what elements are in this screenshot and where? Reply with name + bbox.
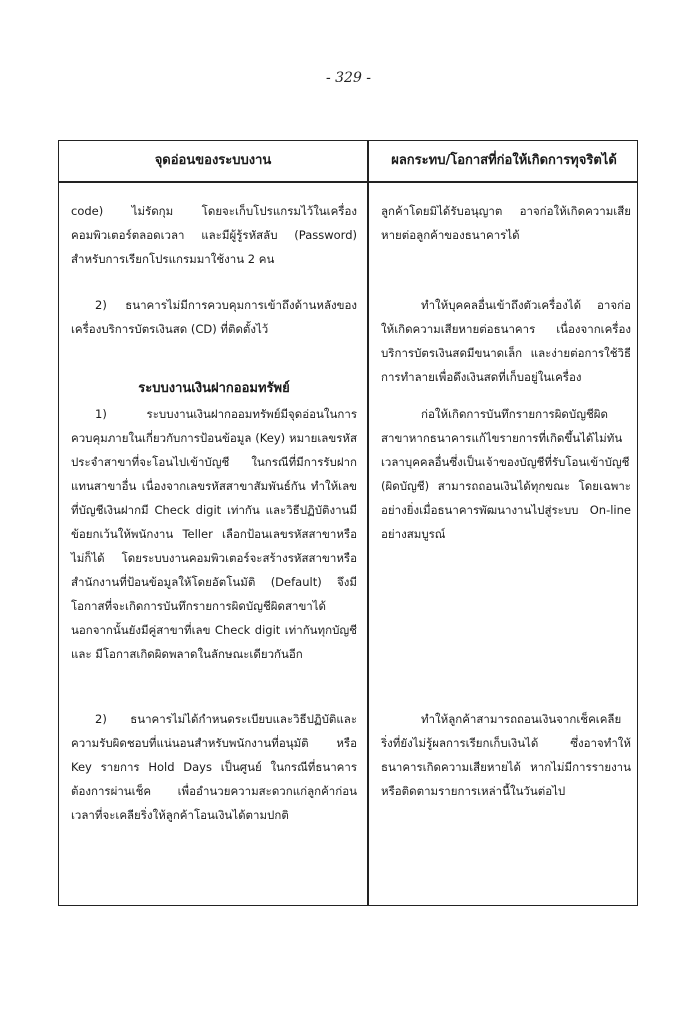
impact-paragraph-1: ลูกค้าโดยมิได้รับอนุญาต อาจก่อให้เกิดความเสียหายต่อลูกค้าของธนาคารได้ [381,204,631,242]
impact-paragraph-2: ทำให้บุคคลอื่นเข้าถึงตัวเครื่องได้ อาจก่อให้เกิดความเสียหายต่อธนาคาร เนื่องจากเครื่องบริการบัตรเงินสดมีขนาดเล็ก และง่ายต่อการใช้วิธีการทำลายเพื่อดึงเงินสดที่เก็บอยู่ในเครื่อง [381,298,631,384]
page-number: - 329 - [325,70,372,86]
column-divider [367,141,369,905]
impact-paragraph-3: ก่อให้เกิดการบันทึกรายการผิดบัญชีผิดสาขาหากธนาคารแก้ไขรายการที่เกิดขึ้นได้ไม่ทันเวลาบุคคลอื่นซึ่งเป็นเจ้าของบัญชีที่รับโอนเข้าบัญชี (ผิดบัญชี) สามารถถอนเงินได้ทุกขณะ โดยเฉพาะอย่างยิ่งเมื่อธนาคารพัฒนางานไปสู่ระบบ On-line อย่างสมบูรณ์ [381,407,631,541]
impact-paragraph-4: ทำให้ลูกค้าสามารถถอนเงินจากเช็คเคลียริ่งที่ยังไม่รู้ผลการเรียกเก็บเงินได้ ซึ่งอาจทำให้ธนาคารเกิดความเสียหายได้ หากไม่มีการรายงานหรือติดตามรายการเหล่านี้ในวันต่อไป [381,712,631,798]
weakness-paragraph-2: 2) ธนาคารไม่มีการควบคุมการเข้าถึงด้านหลังของเครื่องบริการบัตรเงินสด (CD) ที่ติดตั้งไว้ [71,298,357,336]
header-divider [59,181,637,183]
weakness-paragraph-1: code) ไม่รัดกุม โดยจะเก็บโปรแกรมไว้ในเครื่องคอมพิวเตอร์ตลอดเวลา และมีผู้รู้รหัสลับ (Password) สำหรับการเรียกโปรแกรมมาใช้งาน 2 คน [71,204,357,266]
weakness-impact-table [58,140,638,906]
header-impacts: ผลกระทบ/โอกาสที่ก่อให้เกิดการทุจริตได้ [391,153,617,168]
weakness-paragraph-4: 2) ธนาคารไม่ได้กำหนดระเบียบและวิธีปฏิบัติและความรับผิดชอบที่แน่นอนสำหรับพนักงานที่อนุมัติ หรือ Key รายการ Hold Days เป็นศูนย์ ในกรณีที่ธนาคารต้องการผ่านเช็ค เพื่ออำนวยความสะดวกแก่ลูกค้าก่อนเวลาที่จะเคลียริ่งให้ลูกค้าโอนเงินได้ตามปกติ [71,712,357,822]
section-heading-savings: ระบบงานเงินฝากออมทรัพย์ [138,381,290,396]
weakness-paragraph-3: 1) ระบบงานเงินฝากออมทรัพย์มีจุดอ่อนในการควบคุมภายในเกี่ยวกับการป้อนข้อมูล (Key) หมายเลขรหัสประจำสาขาที่จะโอนไปเข้าบัญชี ในกรณีที่มีการรับฝากแทนสาขาอื่น เนื่องจากเลขรหัสสาขาสัมพันธ์กัน ทำให้เลขที่บัญชีเงินฝากมี Check digit เท่ากัน และวิธีปฏิบัติงานมีข้อยกเว้นให้พนักงาน Teller เลือกป้อนเลขรหัสสาขาหรือไม่ก็ได้ โดยระบบงานคอมพิวเตอร์จะสร้างรหัสสาขาหรือสำนักงานที่ป้อนข้อมูลให้โดยอัตโนมัติ (Default) จึงมีโอกาสที่จะเกิดการบันทึกรายการผิดบัญชีผิดสาขาได้ นอกจากนั้นยังมีคู่สาขาที่เลข Check digit เท่ากันทุกบัญชี และ มีโอกาสเกิดผิดพลาดในลักษณะเดียวกันอีก [71,407,357,661]
header-weaknesses: จุดอ่อนของระบบงาน [154,153,272,168]
